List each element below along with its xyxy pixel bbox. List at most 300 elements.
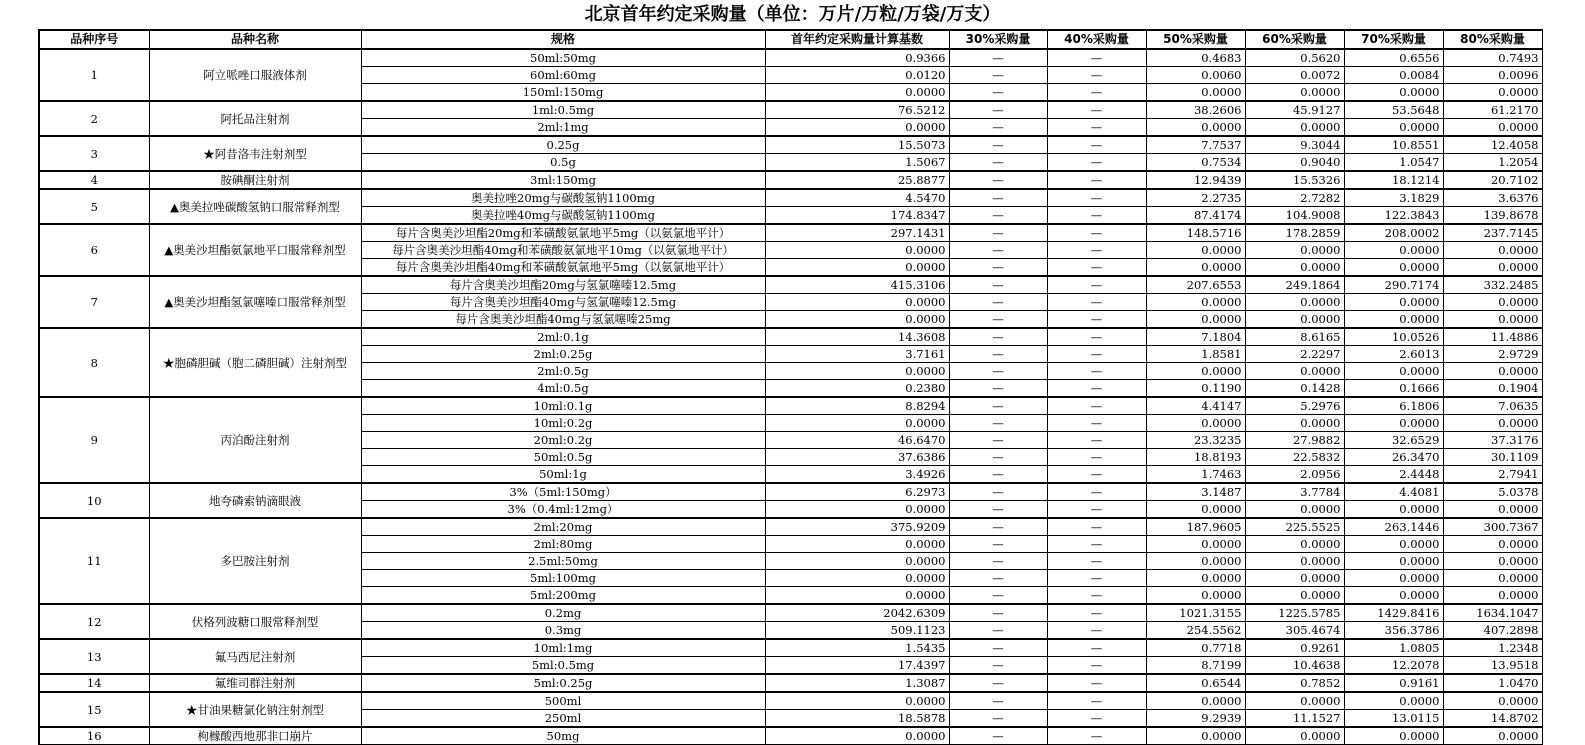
pct50-cell: 0.0000: [1146, 294, 1245, 311]
pct50-cell: 0.0000: [1146, 119, 1245, 137]
base-cell: 0.0000: [765, 587, 949, 605]
pct50-cell: 0.0000: [1146, 692, 1245, 710]
pct30-cell: —: [949, 189, 1047, 207]
pct50-cell: 38.2606: [1146, 101, 1245, 119]
pct50-cell: 2.2735: [1146, 189, 1245, 207]
pct70-cell: 13.0115: [1344, 710, 1443, 728]
pct30-cell: —: [949, 259, 1047, 277]
pct60-cell: 0.0000: [1245, 415, 1344, 432]
pct70-cell: 1.0547: [1344, 154, 1443, 172]
pct80-cell: 0.0000: [1443, 536, 1542, 553]
pct70-cell: 1429.8416: [1344, 604, 1443, 622]
pct30-cell: —: [949, 294, 1047, 311]
pct80-cell: 0.0000: [1443, 242, 1542, 259]
pct40-cell: —: [1047, 224, 1146, 242]
pct60-cell: 0.0000: [1245, 294, 1344, 311]
pct60-cell: 0.0000: [1245, 570, 1344, 587]
pct60-cell: 0.0000: [1245, 587, 1344, 605]
variety-index-cell: 12: [39, 604, 149, 639]
pct40-cell: —: [1047, 171, 1146, 189]
pct70-cell: 0.0000: [1344, 311, 1443, 329]
base-cell: 0.0000: [765, 501, 949, 519]
spec-cell: 每片含奥美沙坦酯40mg与氢氯噻嗪25mg: [361, 311, 765, 329]
pct60-cell: 15.5326: [1245, 171, 1344, 189]
base-cell: 76.5212: [765, 101, 949, 119]
base-cell: 3.7161: [765, 346, 949, 363]
variety-index-cell: 16: [39, 727, 149, 745]
spec-cell: 50mg: [361, 727, 765, 745]
table-row: [39, 483, 1542, 501]
pct60-cell: 2.0956: [1245, 466, 1344, 484]
table-row: [39, 604, 1542, 622]
spec-cell: 250ml: [361, 710, 765, 728]
spec-cell: 2ml:0.5g: [361, 363, 765, 380]
pct50-cell: 0.0000: [1146, 553, 1245, 570]
pct30-cell: —: [949, 171, 1047, 189]
spec-cell: 10ml:0.2g: [361, 415, 765, 432]
procurement-table: [38, 29, 1543, 745]
pct40-cell: —: [1047, 242, 1146, 259]
variety-name-cell: ★胞磷胆碱（胞二磷胆碱）注射剂型: [149, 328, 361, 397]
pct80-cell: 20.7102: [1443, 171, 1542, 189]
pct30-cell: —: [949, 501, 1047, 519]
pct70-cell: 0.0000: [1344, 587, 1443, 605]
spec-cell: 10ml:0.1g: [361, 397, 765, 415]
pct80-cell: 3.6376: [1443, 189, 1542, 207]
pct30-cell: —: [949, 276, 1047, 294]
pct80-cell: 0.0096: [1443, 67, 1542, 84]
pct60-cell: 305.4674: [1245, 622, 1344, 640]
pct30-cell: —: [949, 483, 1047, 501]
spec-cell: 1ml:0.5mg: [361, 101, 765, 119]
pct50-cell: 0.6544: [1146, 674, 1245, 692]
pct80-cell: 0.0000: [1443, 553, 1542, 570]
spec-cell: 2ml:80mg: [361, 536, 765, 553]
pct40-cell: —: [1047, 346, 1146, 363]
spec-cell: 2ml:0.25g: [361, 346, 765, 363]
variety-name-cell: 地夸磷索钠滴眼液: [149, 483, 361, 518]
spec-cell: 0.25g: [361, 136, 765, 154]
base-cell: 509.1123: [765, 622, 949, 640]
spec-cell: 每片含奥美沙坦酯40mg和苯磺酸氨氯地平10mg（以氨氯地平计）: [361, 242, 765, 259]
variety-name-cell: 阿立哌唑口服液体剂: [149, 49, 361, 101]
pct50-cell: 1021.3155: [1146, 604, 1245, 622]
pct30-cell: —: [949, 363, 1047, 380]
pct70-cell: 263.1446: [1344, 518, 1443, 536]
pct80-cell: 12.4058: [1443, 136, 1542, 154]
header-cell-spec: 规格: [361, 30, 765, 49]
pct40-cell: —: [1047, 207, 1146, 225]
pct80-cell: 0.0000: [1443, 311, 1542, 329]
base-cell: 14.3608: [765, 328, 949, 346]
spec-cell: 奥美拉唑20mg与碳酸氢钠1100mg: [361, 189, 765, 207]
pct30-cell: —: [949, 311, 1047, 329]
pct30-cell: —: [949, 657, 1047, 675]
variety-index-cell: 2: [39, 101, 149, 136]
base-cell: 0.0000: [765, 363, 949, 380]
header-cell-80pct: 80%采购量: [1443, 30, 1542, 49]
pct70-cell: 0.9161: [1344, 674, 1443, 692]
spec-cell: 2ml:20mg: [361, 518, 765, 536]
pct70-cell: 0.0000: [1344, 415, 1443, 432]
base-cell: 0.0000: [765, 311, 949, 329]
pct70-cell: 4.4081: [1344, 483, 1443, 501]
pct60-cell: 178.2859: [1245, 224, 1344, 242]
pct50-cell: 0.0000: [1146, 536, 1245, 553]
base-cell: 1.5067: [765, 154, 949, 172]
pct40-cell: —: [1047, 657, 1146, 675]
table-row: [39, 224, 1542, 242]
spec-cell: 0.5g: [361, 154, 765, 172]
pct80-cell: 1.2054: [1443, 154, 1542, 172]
pct60-cell: 9.3044: [1245, 136, 1344, 154]
variety-name-cell: 胺碘酮注射剂: [149, 171, 361, 189]
spec-cell: 50ml:1g: [361, 466, 765, 484]
pct30-cell: —: [949, 432, 1047, 449]
pct30-cell: —: [949, 136, 1047, 154]
pct50-cell: 0.0000: [1146, 415, 1245, 432]
pct50-cell: 18.8193: [1146, 449, 1245, 466]
pct50-cell: 3.1487: [1146, 483, 1245, 501]
pct60-cell: 5.2976: [1245, 397, 1344, 415]
variety-index-cell: 10: [39, 483, 149, 518]
spec-cell: 3%（5ml:150mg）: [361, 483, 765, 501]
table-row: [39, 276, 1542, 294]
pct50-cell: 0.0000: [1146, 242, 1245, 259]
table-row: [39, 49, 1542, 67]
spec-cell: 3ml:150mg: [361, 171, 765, 189]
pct60-cell: 2.7282: [1245, 189, 1344, 207]
pct80-cell: 332.2485: [1443, 276, 1542, 294]
pct60-cell: 0.0000: [1245, 501, 1344, 519]
base-cell: 0.0000: [765, 294, 949, 311]
pct80-cell: 139.8678: [1443, 207, 1542, 225]
variety-index-cell: 4: [39, 171, 149, 189]
spec-cell: 2ml:1mg: [361, 119, 765, 137]
pct60-cell: 0.0000: [1245, 259, 1344, 277]
pct30-cell: —: [949, 207, 1047, 225]
pct70-cell: 0.0000: [1344, 119, 1443, 137]
base-cell: 415.3106: [765, 276, 949, 294]
base-cell: 2042.6309: [765, 604, 949, 622]
pct70-cell: 10.8551: [1344, 136, 1443, 154]
pct60-cell: 1225.5785: [1245, 604, 1344, 622]
table-row: [39, 101, 1542, 119]
pct50-cell: 0.0000: [1146, 259, 1245, 277]
pct50-cell: 187.9605: [1146, 518, 1245, 536]
pct80-cell: 300.7367: [1443, 518, 1542, 536]
pct30-cell: —: [949, 449, 1047, 466]
pct30-cell: —: [949, 154, 1047, 172]
pct30-cell: —: [949, 119, 1047, 137]
pct30-cell: —: [949, 328, 1047, 346]
pct60-cell: 104.9008: [1245, 207, 1344, 225]
pct30-cell: —: [949, 587, 1047, 605]
pct40-cell: —: [1047, 380, 1146, 398]
pct30-cell: —: [949, 710, 1047, 728]
pct30-cell: —: [949, 518, 1047, 536]
pct80-cell: 0.0000: [1443, 294, 1542, 311]
base-cell: 0.0000: [765, 536, 949, 553]
spec-cell: 奥美拉唑40mg与碳酸氢钠1100mg: [361, 207, 765, 225]
base-cell: 0.0000: [765, 119, 949, 137]
pct40-cell: —: [1047, 67, 1146, 84]
pct50-cell: 0.0060: [1146, 67, 1245, 84]
pct70-cell: 356.3786: [1344, 622, 1443, 640]
document-title: 北京首年约定采购量（单位：万片/万粒/万袋/万支）: [584, 4, 1001, 25]
spec-cell: 500ml: [361, 692, 765, 710]
pct80-cell: 37.3176: [1443, 432, 1542, 449]
pct50-cell: 23.3235: [1146, 432, 1245, 449]
header-row: [39, 30, 1542, 49]
pct80-cell: 14.8702: [1443, 710, 1542, 728]
pct60-cell: 225.5525: [1245, 518, 1344, 536]
pct60-cell: 10.4638: [1245, 657, 1344, 675]
pct50-cell: 0.4683: [1146, 49, 1245, 67]
pct80-cell: 13.9518: [1443, 657, 1542, 675]
spec-cell: 0.3mg: [361, 622, 765, 640]
pct70-cell: 208.0002: [1344, 224, 1443, 242]
pct40-cell: —: [1047, 432, 1146, 449]
base-cell: 0.0000: [765, 692, 949, 710]
base-cell: 0.0000: [765, 553, 949, 570]
variety-name-cell: 枸橼酸西地那非口崩片: [149, 727, 361, 745]
pct40-cell: —: [1047, 710, 1146, 728]
variety-index-cell: 9: [39, 397, 149, 483]
pct30-cell: —: [949, 674, 1047, 692]
base-cell: 46.6470: [765, 432, 949, 449]
pct80-cell: 61.2170: [1443, 101, 1542, 119]
spec-cell: 150ml:150mg: [361, 84, 765, 102]
pct30-cell: —: [949, 380, 1047, 398]
header-cell-name: 品种名称: [149, 30, 361, 49]
pct40-cell: —: [1047, 692, 1146, 710]
spec-cell: 5ml:200mg: [361, 587, 765, 605]
pct70-cell: 0.0000: [1344, 692, 1443, 710]
pct60-cell: 0.0000: [1245, 119, 1344, 137]
pct80-cell: 407.2898: [1443, 622, 1542, 640]
pct80-cell: 0.0000: [1443, 363, 1542, 380]
pct70-cell: 2.6013: [1344, 346, 1443, 363]
pct50-cell: 9.2939: [1146, 710, 1245, 728]
table-row: [39, 397, 1542, 415]
pct80-cell: 1634.1047: [1443, 604, 1542, 622]
pct70-cell: 0.0000: [1344, 727, 1443, 745]
variety-name-cell: 伏格列波糖口服常释剂型: [149, 604, 361, 639]
spec-cell: 60ml:60mg: [361, 67, 765, 84]
spec-cell: 每片含奥美沙坦酯40mg和苯磺酸氨氯地平5mg（以氨氯地平计）: [361, 259, 765, 277]
pct80-cell: 11.4886: [1443, 328, 1542, 346]
pct40-cell: —: [1047, 674, 1146, 692]
pct80-cell: 237.7145: [1443, 224, 1542, 242]
pct30-cell: —: [949, 553, 1047, 570]
pct50-cell: 0.7534: [1146, 154, 1245, 172]
pct60-cell: 0.0000: [1245, 311, 1344, 329]
pct50-cell: 0.0000: [1146, 501, 1245, 519]
pct70-cell: 290.7174: [1344, 276, 1443, 294]
variety-index-cell: 11: [39, 518, 149, 604]
pct80-cell: 0.0000: [1443, 587, 1542, 605]
base-cell: 0.0000: [765, 727, 949, 745]
pct40-cell: —: [1047, 84, 1146, 102]
pct50-cell: 0.0000: [1146, 570, 1245, 587]
pct80-cell: 5.0378: [1443, 483, 1542, 501]
base-cell: 0.0000: [765, 415, 949, 432]
base-cell: 4.5470: [765, 189, 949, 207]
pct60-cell: 0.1428: [1245, 380, 1344, 398]
base-cell: 297.1431: [765, 224, 949, 242]
pct50-cell: 254.5562: [1146, 622, 1245, 640]
variety-name-cell: 氟马西尼注射剂: [149, 639, 361, 674]
table-row: [39, 518, 1542, 536]
pct40-cell: —: [1047, 363, 1146, 380]
variety-index-cell: 6: [39, 224, 149, 276]
pct60-cell: 22.5832: [1245, 449, 1344, 466]
pct30-cell: —: [949, 466, 1047, 484]
pct40-cell: —: [1047, 101, 1146, 119]
pct50-cell: 12.9439: [1146, 171, 1245, 189]
table-row: [39, 136, 1542, 154]
pct50-cell: 0.7718: [1146, 639, 1245, 657]
pct80-cell: 1.0470: [1443, 674, 1542, 692]
base-cell: 1.5435: [765, 639, 949, 657]
variety-name-cell: 多巴胺注射剂: [149, 518, 361, 604]
header-cell-70pct: 70%采购量: [1344, 30, 1443, 49]
pct80-cell: 0.0000: [1443, 570, 1542, 587]
base-cell: 0.9366: [765, 49, 949, 67]
pct50-cell: 0.0000: [1146, 727, 1245, 745]
pct70-cell: 18.1214: [1344, 171, 1443, 189]
base-cell: 0.0000: [765, 84, 949, 102]
pct60-cell: 0.7852: [1245, 674, 1344, 692]
pct30-cell: —: [949, 224, 1047, 242]
pct40-cell: —: [1047, 119, 1146, 137]
pct70-cell: 0.0000: [1344, 294, 1443, 311]
header-cell-60pct: 60%采购量: [1245, 30, 1344, 49]
spec-cell: 10ml:1mg: [361, 639, 765, 657]
pct80-cell: 0.0000: [1443, 692, 1542, 710]
pct50-cell: 0.1190: [1146, 380, 1245, 398]
base-cell: 0.2380: [765, 380, 949, 398]
pct30-cell: —: [949, 536, 1047, 553]
pct50-cell: 0.0000: [1146, 84, 1245, 102]
pct60-cell: 27.9882: [1245, 432, 1344, 449]
pct40-cell: —: [1047, 536, 1146, 553]
pct60-cell: 0.0000: [1245, 727, 1344, 745]
variety-index-cell: 5: [39, 189, 149, 224]
base-cell: 18.5878: [765, 710, 949, 728]
pct80-cell: 0.0000: [1443, 415, 1542, 432]
pct60-cell: 3.7784: [1245, 483, 1344, 501]
variety-name-cell: 氟维司群注射剂: [149, 674, 361, 692]
pct70-cell: 0.0000: [1344, 84, 1443, 102]
spec-cell: 每片含奥美沙坦酯40mg与氢氯噻嗪12.5mg: [361, 294, 765, 311]
pct60-cell: 0.5620: [1245, 49, 1344, 67]
pct50-cell: 207.6553: [1146, 276, 1245, 294]
variety-index-cell: 13: [39, 639, 149, 674]
pct80-cell: 30.1109: [1443, 449, 1542, 466]
pct70-cell: 3.1829: [1344, 189, 1443, 207]
pct70-cell: 0.0000: [1344, 553, 1443, 570]
base-cell: 25.8877: [765, 171, 949, 189]
pct60-cell: 0.0000: [1245, 553, 1344, 570]
pct30-cell: —: [949, 639, 1047, 657]
base-cell: 3.4926: [765, 466, 949, 484]
pct80-cell: 2.9729: [1443, 346, 1542, 363]
pct40-cell: —: [1047, 587, 1146, 605]
spec-cell: 50ml:50mg: [361, 49, 765, 67]
variety-name-cell: ★阿昔洛韦注射剂型: [149, 136, 361, 171]
base-cell: 37.6386: [765, 449, 949, 466]
pct70-cell: 53.5648: [1344, 101, 1443, 119]
base-cell: 1.3087: [765, 674, 949, 692]
base-cell: 0.0120: [765, 67, 949, 84]
pct50-cell: 4.4147: [1146, 397, 1245, 415]
pct60-cell: 0.0000: [1245, 363, 1344, 380]
base-cell: 15.5073: [765, 136, 949, 154]
pct80-cell: 0.1904: [1443, 380, 1542, 398]
base-cell: 17.4397: [765, 657, 949, 675]
pct40-cell: —: [1047, 397, 1146, 415]
pct60-cell: 0.0000: [1245, 692, 1344, 710]
base-cell: 8.8294: [765, 397, 949, 415]
variety-index-cell: 7: [39, 276, 149, 328]
spec-cell: 0.2mg: [361, 604, 765, 622]
table-row: [39, 639, 1542, 657]
spec-cell: 3%（0.4ml:12mg）: [361, 501, 765, 519]
pct40-cell: —: [1047, 518, 1146, 536]
pct60-cell: 0.0000: [1245, 536, 1344, 553]
pct80-cell: 0.0000: [1443, 259, 1542, 277]
pct60-cell: 0.9261: [1245, 639, 1344, 657]
header-cell-index: 品种序号: [39, 30, 149, 49]
pct50-cell: 0.0000: [1146, 363, 1245, 380]
pct50-cell: 1.7463: [1146, 466, 1245, 484]
table-row: [39, 674, 1542, 692]
pct30-cell: —: [949, 415, 1047, 432]
pct70-cell: 0.1666: [1344, 380, 1443, 398]
pct60-cell: 8.6165: [1245, 328, 1344, 346]
pct70-cell: 2.4448: [1344, 466, 1443, 484]
pct70-cell: 10.0526: [1344, 328, 1443, 346]
table-row: [39, 171, 1542, 189]
variety-name-cell: 阿托品注射剂: [149, 101, 361, 136]
pct30-cell: —: [949, 604, 1047, 622]
pct60-cell: 0.0072: [1245, 67, 1344, 84]
pct40-cell: —: [1047, 449, 1146, 466]
variety-name-cell: ▲奥美沙坦酯氢氯噻嗪口服常释剂型: [149, 276, 361, 328]
variety-index-cell: 14: [39, 674, 149, 692]
pct70-cell: 0.0000: [1344, 536, 1443, 553]
pct50-cell: 7.7537: [1146, 136, 1245, 154]
header-cell-base: 首年约定采购量计算基数: [765, 30, 949, 49]
table-body: [39, 49, 1542, 745]
pct40-cell: —: [1047, 570, 1146, 587]
variety-index-cell: 3: [39, 136, 149, 171]
pct60-cell: 0.0000: [1245, 84, 1344, 102]
pct80-cell: 0.0000: [1443, 84, 1542, 102]
pct30-cell: —: [949, 101, 1047, 119]
pct60-cell: 2.2297: [1245, 346, 1344, 363]
pct40-cell: —: [1047, 328, 1146, 346]
pct50-cell: 8.7199: [1146, 657, 1245, 675]
header-cell-30pct: 30%采购量: [949, 30, 1047, 49]
pct40-cell: —: [1047, 259, 1146, 277]
pct70-cell: 12.2078: [1344, 657, 1443, 675]
pct60-cell: 0.0000: [1245, 242, 1344, 259]
pct40-cell: —: [1047, 604, 1146, 622]
pct80-cell: 0.0000: [1443, 501, 1542, 519]
